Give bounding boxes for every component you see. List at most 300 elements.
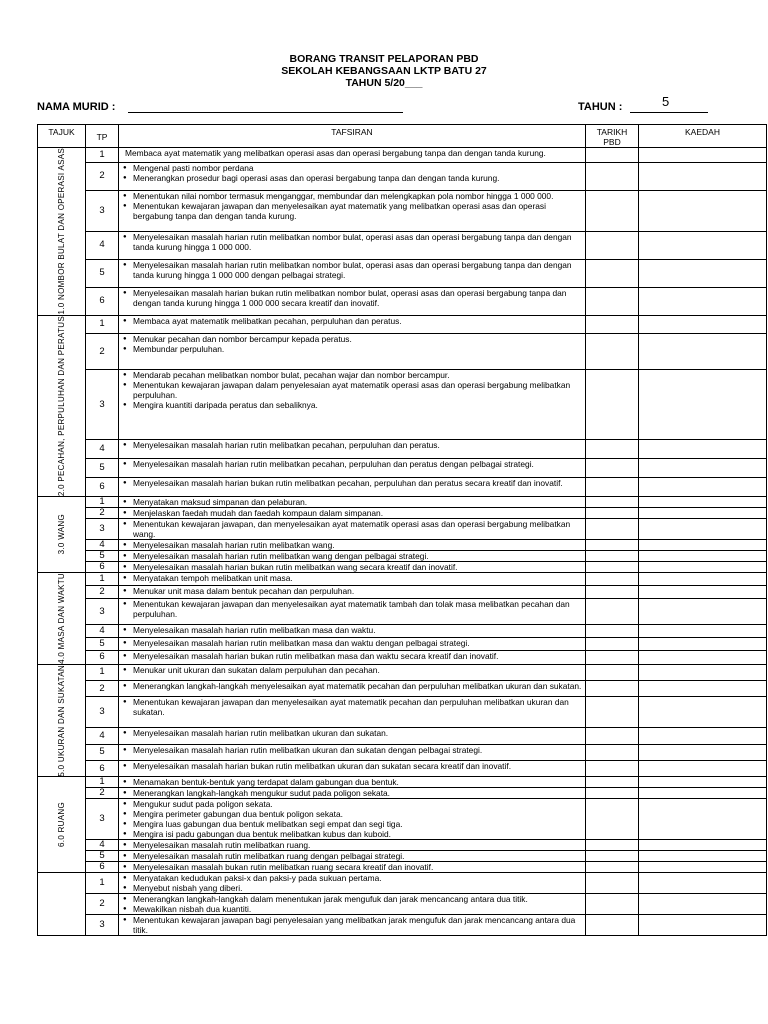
table-row [38,744,767,760]
kaedah-cell[interactable] [639,550,767,561]
table-row [38,507,767,518]
tp-level: 6 [86,760,119,776]
kaedah-cell[interactable] [639,586,767,599]
descriptor-item: ● Menentukan kewajaran jawapan dan menyelesaikan ayat matematik pecahan dan perpuluhan melibatkan ukuran dan sukatan. [122,697,582,717]
kaedah-cell[interactable] [639,572,767,585]
tafsiran-cell [119,788,586,799]
descriptor-item: ● Menukar pecahan dan nombor bercampur kepada peratus. [122,334,582,344]
tp-level: 2 [86,680,119,696]
descriptor-list [122,681,582,691]
descriptor-item: ● Mengira perimeter gabungan dua bentuk poligon sekata. [122,809,582,819]
kaedah-cell[interactable] [639,760,767,776]
table-row [38,851,767,862]
section-title: 4.0 MASA DAN WAKTU [56,572,66,664]
table-row [38,788,767,799]
descriptor-item: ● Menentukan kewajaran jawapan dan menyelesaikan ayat matematik tambah dan tolak masa melibatkan pecahan dan perpuluhan. [122,599,582,619]
tarikh-pbd-cell[interactable] [586,162,639,190]
descriptor-item: ● Menyelesaikan masalah rutin melibatkan ruang. [122,840,582,850]
descriptor-list [122,551,582,561]
kaedah-cell[interactable] [639,744,767,760]
descriptor-list [122,697,582,717]
tp-level: 2 [86,162,119,190]
tp-level: 3 [86,697,119,728]
descriptor-item: ● Menentukan kewajaran jawapan, dan menyelesaikan ayat matematik operasi asas dan operasi bergabung melibatkan wang. [122,519,582,539]
tarikh-pbd-cell[interactable] [586,840,639,851]
tarikh-pbd-cell[interactable] [586,638,639,651]
descriptor-item: ● Menerangkan langkah-langkah mengukur sudut pada poligon sekata. [122,788,582,798]
tafsiran-cell [119,728,586,744]
tp-level: 6 [86,477,119,496]
tp-level: 6 [86,287,119,315]
descriptor-item: ● Menyelesaikan masalah harian rutin melibatkan nombor bulat, operasi asas dan operasi bergabung tanpa dan dengan tanda kurung hingga 1 000 000. [122,232,582,252]
descriptor-item: ● Menyelesaikan masalah harian rutin melibatkan nombor bulat, operasi asas dan operasi bergabung tanpa dan dengan tanda kurung hingga 1 000 000 dengan pelbagai strategi. [122,260,582,280]
tp-level: 2 [86,894,119,915]
kaedah-cell[interactable] [639,894,767,915]
section-title: 6.0 RUANG [56,802,66,848]
table-row [38,561,767,572]
tafsiran-cell [119,334,586,370]
descriptor-item: ● Menyelesaikan masalah harian rutin melibatkan masa dan waktu. [122,625,582,635]
kaedah-cell[interactable] [639,162,767,190]
tafsiran-cell [119,851,586,862]
tafsiran-cell [119,915,586,936]
descriptor-item: ● Menentukan nilai nombor termasuk menganggar, membundar dan melengkapkan pola nombor hingga 1 000 000. [122,191,582,201]
tarikh-pbd-cell[interactable] [586,518,639,539]
descriptor-list [122,573,582,583]
tarikh-pbd-cell[interactable] [586,788,639,799]
kaedah-cell[interactable] [639,477,767,496]
tarikh-pbd-cell[interactable] [586,862,639,873]
col-kaedah: KAEDAH [639,125,767,148]
tafsiran-cell [119,231,586,259]
descriptor-list [122,799,582,839]
tp-level: 1 [86,664,119,680]
kaedah-cell[interactable] [639,315,767,334]
tafsiran-cell [119,162,586,190]
descriptor-list [122,191,582,221]
tp-level: 3 [86,599,119,624]
tarikh-pbd-cell[interactable] [586,561,639,572]
kaedah-cell[interactable] [639,231,767,259]
tafsiran-cell [119,744,586,760]
tarikh-pbd-cell[interactable] [586,851,639,862]
tafsiran-cell [119,507,586,518]
kaedah-cell[interactable] [639,599,767,624]
section-title: 5.0 UKURAN DAN SUKATAN [56,664,66,777]
tarikh-pbd-cell[interactable] [586,507,639,518]
kaedah-cell[interactable] [639,334,767,370]
tp-level: 3 [86,518,119,539]
tarikh-pbd-cell[interactable] [586,586,639,599]
tp-level: 1 [86,315,119,334]
tp-level: 2 [86,788,119,799]
kaedah-cell[interactable] [639,862,767,873]
tarikh-pbd-cell[interactable] [586,550,639,561]
descriptor-item: ● Mengira luas gabungan dua bentuk melibatkan segi empat dan segi tiga. [122,819,582,829]
descriptor-list [122,840,582,850]
tafsiran-cell [119,638,586,651]
tarikh-pbd-cell[interactable] [586,651,639,664]
descriptor-item: ● Menyatakan tempoh melibatkan unit masa. [122,573,582,583]
kaedah-cell[interactable] [639,148,767,163]
section-title: 2.0 PECAHAN, PERPULUHAN DAN PERATUS [56,315,66,496]
section-title-cell [38,873,86,936]
descriptor-list [122,163,582,183]
tp-level: 5 [86,259,119,287]
tarikh-pbd-cell[interactable] [586,459,639,478]
descriptor-item: ● Menyelesaikan masalah harian rutin melibatkan ukuran dan sukatan. [122,728,582,738]
descriptor-list [122,508,582,518]
tp-level: 6 [86,862,119,873]
table-row [38,680,767,696]
tarikh-pbd-cell[interactable] [586,777,639,788]
tp-level: 4 [86,231,119,259]
tp-level: 2 [86,334,119,370]
descriptor-item: ● Membundar perpuluhan. [122,344,582,354]
table-row [38,624,767,637]
tp-level: 1 [86,148,119,163]
table-row [38,697,767,728]
descriptor-item: ● Menyelesaikan masalah harian rutin melibatkan pecahan, perpuluhan dan peratus. [122,440,582,450]
table-row [38,664,767,680]
descriptor-item: ● Menerangkan prosedur bagi operasi asas dan operasi bergabung tanpa dan dengan tanda kurung. [122,173,582,183]
descriptor-list [122,232,582,252]
tarikh-pbd-cell[interactable] [586,744,639,760]
tarikh-pbd-cell[interactable] [586,148,639,163]
table-row [38,334,767,370]
tarikh-pbd-cell[interactable] [586,231,639,259]
kaedah-cell[interactable] [639,518,767,539]
tp-level: 4 [86,440,119,459]
tafsiran-cell [119,572,586,585]
descriptor-item: ● Menentukan kewajaran jawapan dalam penyelesaian ayat matematik operasi asas dan operasi bergabung melibatkan perpuluhan. [122,380,582,400]
table-row [38,894,767,915]
kaedah-cell[interactable] [639,561,767,572]
descriptor-item: ● Menamakan bentuk-bentuk yang terdapat dalam gabungan dua bentuk. [122,777,582,787]
descriptor-item: ● Menerangkan langkah-langkah dalam menentukan jarak mengufuk dan jarak mencancang antara dua titik. [122,894,582,904]
tafsiran-cell [119,862,586,873]
assessment-table [37,124,767,936]
tafsiran-cell [119,370,586,440]
table-row [38,651,767,664]
section-title-cell [38,496,86,572]
tp-level: 1 [86,873,119,894]
descriptor-list [122,873,582,893]
tarikh-pbd-cell[interactable] [586,496,639,507]
tarikh-pbd-cell[interactable] [586,259,639,287]
tarikh-pbd-cell[interactable] [586,334,639,370]
kaedah-cell[interactable] [639,638,767,651]
tp-level: 5 [86,550,119,561]
tafsiran-cell [119,315,586,334]
tarikh-pbd-cell[interactable] [586,370,639,440]
tp-level: 1 [86,572,119,585]
table-row [38,777,767,788]
descriptor-item: ● Menyelesaikan masalah bukan rutin melibatkan ruang secara kreatif dan inovatif. [122,862,582,872]
kaedah-cell[interactable] [639,840,767,851]
tp-level: 3 [86,799,119,840]
tp-level: 6 [86,561,119,572]
table-row [38,477,767,496]
table-row [38,162,767,190]
kaedah-cell[interactable] [639,259,767,287]
tp-level: 4 [86,840,119,851]
descriptor-item: ● Menyatakan kedudukan paksi-x dan paksi-y pada sukuan pertama. [122,873,582,883]
tafsiran-cell [119,760,586,776]
tp-level: 3 [86,915,119,936]
descriptor-list [122,370,582,410]
tafsiran-cell [119,148,586,163]
tarikh-pbd-cell[interactable] [586,680,639,696]
table-row [38,440,767,459]
section-title-cell [38,664,86,777]
tp-level: 4 [86,624,119,637]
tafsiran-cell [119,190,586,231]
descriptor-list [122,625,582,635]
descriptor-list [122,478,582,488]
table-row [38,518,767,539]
tarikh-pbd-cell[interactable] [586,799,639,840]
kaedah-cell[interactable] [639,664,767,680]
tafsiran-cell [119,799,586,840]
kaedah-cell[interactable] [639,651,767,664]
descriptor-list [122,851,582,861]
tarikh-pbd-cell[interactable] [586,190,639,231]
year-label: TAHUN : [578,101,623,113]
descriptor-item: ● Menyelesaikan masalah harian rutin melibatkan wang. [122,540,582,550]
kaedah-cell[interactable] [639,440,767,459]
table-row [38,539,767,550]
tp-level: 3 [86,370,119,440]
descriptor-list [122,761,582,771]
tafsiran-cell [119,459,586,478]
descriptor-text: Membaca ayat matematik yang melibatkan operasi asas dan operasi bergabung tanpa dan dengan tanda kurung. [125,148,546,158]
section-title-cell [38,777,86,873]
tafsiran-cell [119,440,586,459]
descriptor-list [122,260,582,280]
tp-level: 2 [86,586,119,599]
descriptor-item: ● Mengenal pasti nombor perdana [122,163,582,173]
tarikh-pbd-cell[interactable] [586,728,639,744]
student-name-label: NAMA MURID : [37,101,116,113]
table-row [38,370,767,440]
tarikh-pbd-cell[interactable] [586,760,639,776]
table-row [38,148,767,163]
tafsiran-cell [119,624,586,637]
table-row [38,915,767,936]
tp-level: 5 [86,638,119,651]
kaedah-cell[interactable] [639,851,767,862]
descriptor-item: ● Menyelesaikan masalah harian bukan rutin melibatkan nombor bulat, operasi asas dan operasi bergabung tanpa dan dengan tanda kurung hingga 1 000 000 secara kreatif dan inovatif. [122,288,582,308]
tarikh-pbd-cell[interactable] [586,915,639,936]
descriptor-item: ● Mendarab pecahan melibatkan nombor bulat, pecahan wajar dan nombor bercampur. [122,370,582,380]
tafsiran-cell [119,651,586,664]
form-title: BORANG TRANSIT PELAPORAN PBD [289,53,479,65]
kaedah-cell[interactable] [639,788,767,799]
col-tajuk: TAJUK [38,125,86,148]
tafsiran-cell [119,477,586,496]
tp-level: 4 [86,539,119,550]
table-header-row [38,125,767,148]
col-tarikh-pbd: TARIKH PBD [586,125,639,148]
kaedah-cell[interactable] [639,915,767,936]
descriptor-item: ● Menyelesaikan masalah harian bukan rutin melibatkan masa dan waktu secara kreatif dan inovatif. [122,651,582,661]
kaedah-cell[interactable] [639,496,767,507]
section-title: 3.0 WANG [56,514,66,555]
tarikh-pbd-cell[interactable] [586,440,639,459]
tp-level: 6 [86,651,119,664]
descriptor-list [122,497,582,507]
tp-level: 4 [86,728,119,744]
descriptor-item: ● Mengira kuantiti daripada peratus dan sebaliknya. [122,400,582,410]
tp-level: 1 [86,496,119,507]
tafsiran-cell [119,599,586,624]
descriptor-item: ● Menyelesaikan masalah harian bukan rutin melibatkan pecahan, perpuluhan dan peratus secara kreatif dan inovatif. [122,478,582,488]
kaedah-cell[interactable] [639,680,767,696]
tarikh-pbd-cell[interactable] [586,315,639,334]
table-row [38,190,767,231]
student-name-field[interactable] [128,112,403,113]
descriptor-list [122,562,582,572]
tp-level: 2 [86,507,119,518]
tafsiran-cell [119,550,586,561]
kaedah-cell[interactable] [639,370,767,440]
col-tp: TP [86,125,119,148]
descriptor-item: ● Menyelesaikan masalah harian rutin melibatkan masa dan waktu dengan pelbagai strategi. [122,638,582,648]
descriptor-item: ● Menyelesaikan masalah rutin melibatkan ruang dengan pelbagai strategi. [122,851,582,861]
descriptor-list [122,651,582,661]
section-title-cell [38,148,86,316]
descriptor-list [122,540,582,550]
kaedah-cell[interactable] [639,190,767,231]
year-value: 5 [662,94,670,109]
descriptor-list [122,665,582,675]
tp-level: 5 [86,459,119,478]
descriptor-item: ● Mengira isi padu gabungan dua bentuk melibatkan kubus dan kuboid. [122,829,582,839]
tafsiran-cell [119,840,586,851]
table-row [38,315,767,334]
table-row [38,638,767,651]
tafsiran-cell [119,518,586,539]
tafsiran-cell [119,697,586,728]
table-row [38,459,767,478]
descriptor-item: ● Menyebut nisbah yang diberi. [122,883,582,893]
tarikh-pbd-cell[interactable] [586,477,639,496]
kaedah-cell[interactable] [639,624,767,637]
descriptor-list [122,788,582,798]
kaedah-cell[interactable] [639,697,767,728]
table-row [38,728,767,744]
descriptor-list [122,915,582,935]
col-tafsiran: TAFSIRAN [119,125,586,148]
table-row [38,760,767,776]
descriptor-item: ● Menyatakan maksud simpanan dan pelaburan. [122,497,582,507]
descriptor-list [122,316,582,326]
tarikh-pbd-cell[interactable] [586,894,639,915]
descriptor-list [122,638,582,648]
table-row [38,550,767,561]
tp-level: 1 [86,777,119,788]
table-row [38,873,767,894]
tp-level: 3 [86,190,119,231]
descriptor-item: ● Menerangkan langkah-langkah menyelesaikan ayat matematik pecahan dan perpuluhan melibatkan ukuran dan sukatan. [122,681,582,691]
table-row [38,287,767,315]
descriptor-item: ● Menukar unit ukuran dan sukatan dalam perpuluhan dan pecahan. [122,665,582,675]
table-row [38,586,767,599]
descriptor-list [122,894,582,914]
school-name: SEKOLAH KEBANGSAAN LKTP BATU 27 [281,65,487,77]
kaedah-cell[interactable] [639,799,767,840]
year-class: TAHUN 5/20___ [345,77,423,89]
tafsiran-cell [119,894,586,915]
descriptor-item: ● Menukar unit masa dalam bentuk pecahan dan perpuluhan. [122,586,582,596]
tarikh-pbd-cell[interactable] [586,697,639,728]
tarikh-pbd-cell[interactable] [586,572,639,585]
descriptor-item: ● Menyelesaikan masalah harian rutin melibatkan ukuran dan sukatan dengan pelbagai strategi. [122,745,582,755]
descriptor-item: ● Menjelaskan faedah mudah dan faedah kompaun dalam simpanan. [122,508,582,518]
descriptor-item: ● Menyelesaikan masalah harian rutin melibatkan pecahan, perpuluhan dan peratus dengan pelbagai strategi. [122,459,582,469]
tarikh-pbd-cell[interactable] [586,624,639,637]
descriptor-list [122,586,582,596]
kaedah-cell[interactable] [639,287,767,315]
descriptor-list [122,862,582,872]
tafsiran-cell [119,539,586,550]
descriptor-item: ● Menentukan kewajaran jawapan dan menyelesaikan ayat matematik yang melibatkan operasi asas dan operasi bergabung tanpa dan dengan tanda kurung. [122,201,582,221]
descriptor-list [122,459,582,469]
table-row [38,259,767,287]
tafsiran-cell [119,777,586,788]
table-row [38,231,767,259]
tafsiran-cell [119,259,586,287]
kaedah-cell[interactable] [639,539,767,550]
descriptor-list [122,777,582,787]
descriptor-item: ● Menentukan kewajaran jawapan bagi penyelesaian yang melibatkan jarak mengufuk dan jarak mencancang antara dua titik. [122,915,582,935]
descriptor-list [122,288,582,308]
kaedah-cell[interactable] [639,873,767,894]
tafsiran-cell [119,680,586,696]
tarikh-pbd-cell[interactable] [586,539,639,550]
table-row [38,799,767,840]
tafsiran-cell [119,586,586,599]
section-title-cell [38,572,86,664]
tarikh-pbd-cell[interactable] [586,287,639,315]
kaedah-cell[interactable] [639,777,767,788]
descriptor-list [122,599,582,619]
tarikh-pbd-cell[interactable] [586,664,639,680]
section-title: 1.0 NOMBOR BULAT DAN OPERASI ASAS [56,148,66,315]
tafsiran-cell [119,873,586,894]
descriptor-item: ● Mewakilkan nisbah dua kuantiti. [122,904,582,914]
tafsiran-cell [119,496,586,507]
tafsiran-cell [119,561,586,572]
table-row [38,496,767,507]
tafsiran-cell [119,287,586,315]
table-row [38,599,767,624]
year-field[interactable] [630,112,708,113]
descriptor-item: ● Membaca ayat matematik melibatkan pecahan, perpuluhan dan peratus. [122,316,582,326]
descriptor-list [122,334,582,354]
tarikh-pbd-cell[interactable] [586,599,639,624]
tafsiran-cell [119,664,586,680]
descriptor-item: ● Menyelesaikan masalah harian rutin melibatkan wang dengan pelbagai strategi. [122,551,582,561]
descriptor-list [122,728,582,738]
kaedah-cell[interactable] [639,507,767,518]
section-title-cell [38,315,86,496]
tp-level: 5 [86,851,119,862]
tarikh-pbd-cell[interactable] [586,873,639,894]
kaedah-cell[interactable] [639,459,767,478]
kaedah-cell[interactable] [639,728,767,744]
